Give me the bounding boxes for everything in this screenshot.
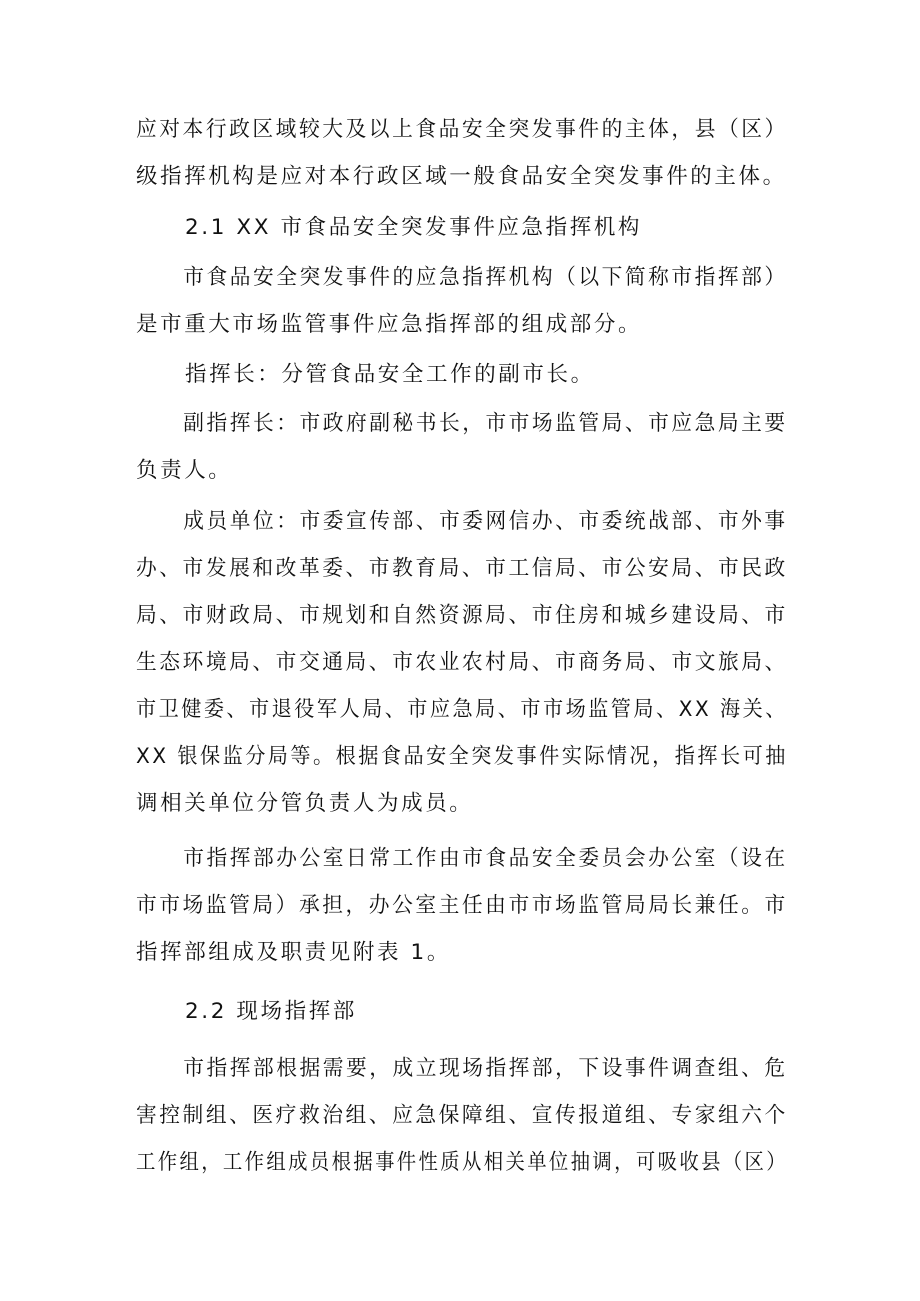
- heading-2-1: [136, 204, 788, 251]
- text-line: XX 银保监分局等。根据食品安全突发事件实际情况，指挥长可抽: [136, 744, 788, 769]
- text-line: 市食品安全突发事件的应急指挥机构（以下简称市指挥部）: [183, 265, 788, 290]
- paragraph-commander: [136, 351, 788, 398]
- paragraph-office: [136, 835, 788, 976]
- text-line: 局、市财政局、市规划和自然资源局、市住房和城乡建设局、市: [136, 603, 788, 628]
- text-line: 应对本行政区域较大及以上食品安全突发事件的主体，县（区）: [136, 117, 788, 142]
- text-line: 调相关单位分管负责人为成员。: [136, 791, 474, 816]
- text-line: 工作组，工作组成员根据事件性质从相关单位抽调，可吸收县（区）: [136, 1150, 789, 1175]
- text-line: 副指挥长：市政府副秘书长，市市场监管局、市应急局主要: [183, 411, 788, 436]
- section-heading: 2.2 现场指挥部: [185, 999, 357, 1024]
- text-line: 市卫健委、市退役军人局、市应急局、市市场监管局、XX 海关、: [136, 697, 788, 722]
- paragraph-deputy-commander: [136, 400, 788, 494]
- text-line: 指挥长：分管食品安全工作的副市长。: [185, 362, 595, 387]
- text-line: 级指挥机构是应对本行政区域一般食品安全突发事件的主体。: [136, 164, 787, 189]
- paragraph-intro: [136, 106, 788, 200]
- section-heading: 2.1 XX 市食品安全突发事件应急指挥机构: [185, 215, 643, 240]
- text-line: 办、市发展和改革委、市教育局、市工信局、市公安局、市民政: [136, 556, 788, 581]
- paragraph-command-body: [136, 254, 788, 348]
- text-line: 负责人。: [136, 458, 233, 483]
- heading-2-2: [136, 988, 788, 1035]
- text-line: 是市重大市场监管事件应急指挥部的组成部分。: [136, 312, 643, 337]
- text-line: 市指挥部办公室日常工作由市食品安全委员会办公室（设在: [183, 846, 788, 871]
- text-line: 生态环境局、市交通局、市农业农村局、市商务局、市文旅局、: [136, 650, 788, 675]
- text-line: 指挥部组成及职责见附表 1。: [136, 940, 451, 965]
- paragraph-member-units: [136, 498, 788, 827]
- text-line: 成员单位：市委宣传部、市委网信办、市委统战部、市外事: [183, 509, 788, 534]
- text-line: 害控制组、医疗救治组、应急保障组、宣传报道组、专家组六个: [136, 1103, 788, 1128]
- text-line: 市指挥部根据需要，成立现场指挥部，下设事件调查组、危: [183, 1056, 788, 1081]
- paragraph-onsite-command: [136, 1045, 788, 1186]
- text-line: 市市场监管局）承担，办公室主任由市市场监管局局长兼任。市: [136, 893, 788, 918]
